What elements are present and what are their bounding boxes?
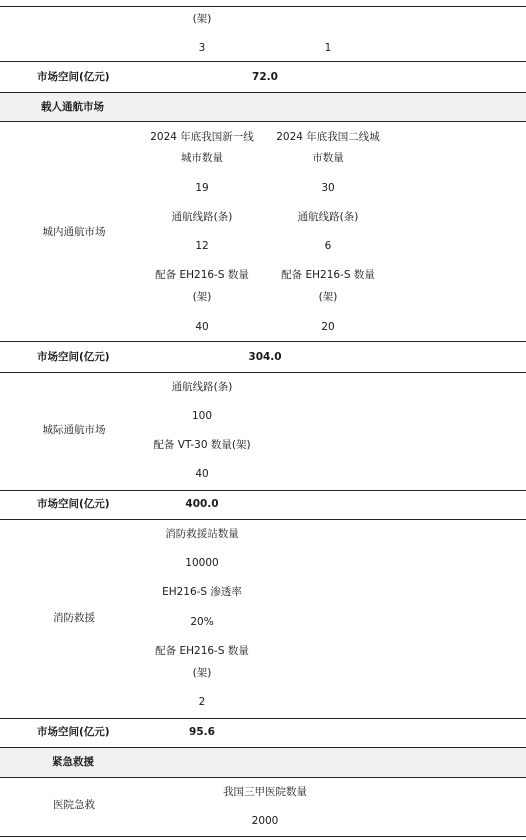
row-divider (0, 61, 526, 62)
cell-label: (架) (192, 291, 212, 303)
col-header-text: 市数量 (312, 152, 344, 164)
cell-label: EH216-S 渗透率 (162, 586, 242, 598)
col-header-text: 城市数量 (181, 152, 223, 164)
row-divider (0, 777, 526, 778)
cell-value: 12 (195, 240, 209, 252)
cell-value: 19 (195, 182, 209, 194)
market-space-value: 304.0 (248, 351, 282, 363)
cell-value: 2 (198, 696, 206, 708)
cell-label: 通航线路(条) (171, 211, 233, 223)
table-bottom-rule (0, 836, 526, 837)
market-space-value: 72.0 (252, 71, 278, 83)
cell-label: 配备 EH216-S 数量 (155, 645, 249, 657)
cell-value: 20 (321, 321, 335, 333)
cell-value: 100 (191, 410, 213, 422)
cell-value: 3 (198, 42, 206, 54)
row-divider (0, 718, 526, 719)
table-top-rule (0, 6, 526, 7)
row-divider (0, 519, 526, 520)
cell-label: 配备 VT-30 数量(架) (153, 439, 251, 451)
cell-label: 通航线路(条) (297, 211, 359, 223)
cell-value: 10000 (185, 557, 219, 569)
cell-value: 6 (324, 240, 332, 252)
row-label-intra-city: 城内通航市场 (42, 226, 106, 238)
cell-value: 40 (195, 321, 209, 333)
cell-value: 2000 (251, 815, 279, 827)
market-space-label: 市场空间(亿元) (37, 726, 110, 738)
cell-label: 消防救援站数量 (165, 528, 239, 540)
cell-value: 20% (190, 616, 214, 628)
cell-label: 配备 EH216-S 数量 (155, 269, 249, 281)
col-header-text: 2024 年底我国二线城 (276, 131, 380, 143)
row-divider (0, 341, 526, 342)
market-space-label: 市场空间(亿元) (37, 498, 110, 510)
row-label-fire-rescue: 消防救援 (53, 612, 95, 624)
section-header-manned: 载人通航市场 (41, 101, 104, 113)
market-space-label: 市场空间(亿元) (37, 351, 110, 363)
row-divider (0, 490, 526, 491)
cell-value: 40 (195, 468, 209, 480)
market-space-value: 95.6 (189, 726, 215, 738)
row-label-inter-city: 城际通航市场 (42, 424, 106, 436)
market-space-label: 市场空间(亿元) (37, 71, 110, 83)
cell-label: (架) (192, 667, 212, 679)
col-header-text: 2024 年底我国新一线 (150, 131, 254, 143)
row-label-hospital: 医院急救 (53, 799, 95, 811)
cell-value: 1 (324, 42, 332, 54)
cell-label: 我国三甲医院数量 (223, 786, 307, 798)
market-space-value: 400.0 (185, 498, 219, 510)
row-divider (0, 372, 526, 373)
section-header-emergency: 紧急救援 (52, 756, 94, 768)
cell-label: (架) (318, 291, 338, 303)
cell-unit-tail: (架) (192, 13, 212, 25)
cell-label: 通航线路(条) (171, 381, 233, 393)
cell-label: 配备 EH216-S 数量 (281, 269, 375, 281)
cell-value: 30 (321, 182, 335, 194)
row-divider (0, 121, 526, 122)
